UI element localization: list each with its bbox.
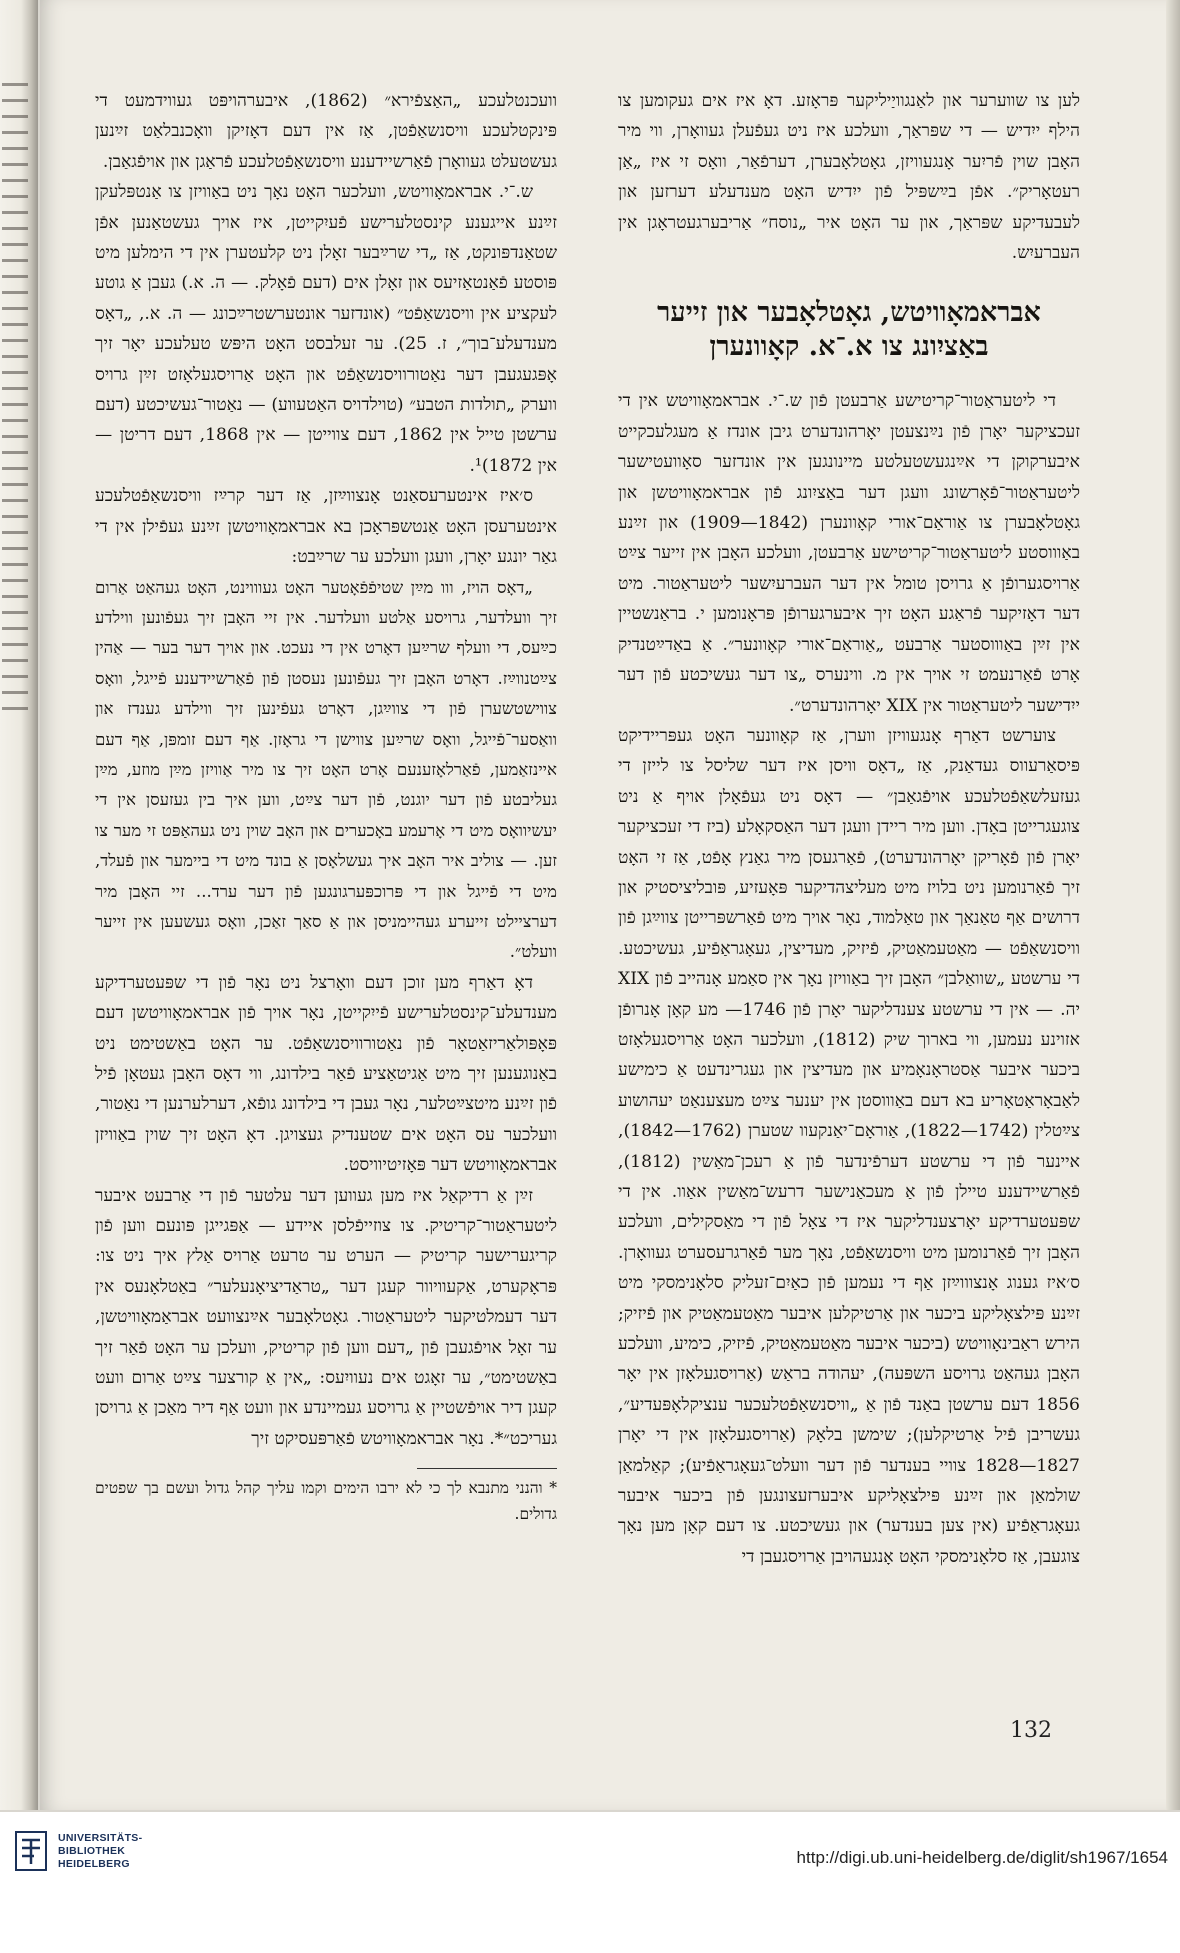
- block-quote: „דאָס הויז, ווו מײַן שטיפֿפֿאָטער האָט געוווינט, האָט געהאַט אַרום זיך וועלדער, גרויסע אַלטע וועלדער. אין זיי האָבן זיך געפֿונען ווילדע כײַעס, די וועלף שרײַען דאָרט אין די נעכט. און אויך דער בער — אַהין צײַטנווײַז. דאָרט האָבן זיך געפֿונען נעסטן פֿון פֿאַרשיידענע פֿייגל, וואָס צווישטשערן פֿון די צווײַגן, דאָרט געפֿינען זיך ווילדע גענדז און וואַסער־פֿייגל, וואָס שרײַען צווישן די גראָזן. אַף דעם זומפּן, אַף דעם איינזאַמען, פֿאַרלאָזענעם אָרט האָט זיך צו מיר אַוויזן מײַן מוזע, מײַן געליבטע פֿון דער יוגנט, פֿון דער צײַט, ווען איך בין געזעסן אין די יעשיוואָס מיט די אָרעמע באָכערים און האָב שוין ניט געהאַפּט זי מער צו זען. — צוליב איר האָב איך געשלאָסן אַ בונד מיט די ביימער און פֿעלד, מיט די פֿייגל און די פּרוכפּערגונגען פֿון דער ערד... זיי האָבן מיר דערציילט זייערע געהיימניסן און אַ סאַך זאַכן, וואָס געשעען אין זייער וועלט״.: [95, 577, 557, 962]
- library-line: HEIDELBERG: [58, 1858, 130, 1870]
- paragraph: וועכנטלעכע „האַצפֿירא״ (1862), איבערהויפּט געווידמעט די פּינקטלעכע וויסנשאַפֿטן, אַז אין דעם דאָזיקן וואָכנבלאַט זײַנען געשטעלט געוואָרן פֿאַרשיידענע וויסנשאַפֿטלעכע פֿראַגן און אויפֿגאַבן.: [95, 91, 557, 172]
- facing-page-text-fragment: [2, 70, 28, 723]
- footnote: * והנני מתנבא לך כי לא ירבו הימים וקמו עליך קהל גדול ועשם בך שפטים גדולים.: [95, 1479, 557, 1524]
- paragraph: דאָ דאַרף מען זוכן דעם וואָרצל ניט נאָר פֿון די שפּעטערדיקע מענדעלע־קינסטלערישע פֿייִקייטן, נאָר אויך פֿון אבראמאָוויטשן דעם פּאָפּולאַריזאַטאָר פֿון נאַטורוויסנשאַפֿט. ער האָט באַשטימט ניט באַנוגענען זיך מיט אַגיטאַציע פֿאַר בילדונג, ווי דאָס האָבן געטאָן פֿיל פֿון זײַנע מיטצײַטלער, נאָר געבן די בילדונג גופֿא, דערלערנען די נאַטור, וועלכער עס האָט אים שטענדיק געצויגן. דאָ האָט זיך שוין באַוויזן אבראמאָוויטש דער פּאָזיטיוויסט.: [95, 972, 557, 1176]
- paragraph: ס׳איז אינטערעסאַנט אָנצווײַזן, אַז דער קרײַז וויסנשאַפֿטלעכע אינטערעסן האָט אַנטשפּראָכן בא אבראמאָוויטשן זײַנע געפֿילן אין די גאַר יונגע יאָרן, וועגן וועלכע ער שרײַבט:: [95, 486, 557, 568]
- library-name: [58, 1832, 142, 1871]
- paragraph: ש.־י. אבראמאָוויטש, וועלכער האָט נאָך ניט באַוויזן צו אַנטפּלעקן זײַנע אייגענע קינסטלערישע פֿעיִקייטן, איז אויך געשטאַנען אפֿן שטאַנדפּונקט, אַז „די שרײַבער זאָלן ניט קלעטערן אין די הימלען מיט פּוסטע פֿאַנטאַזיעס און זאָלן אים (דעם פֿאָלק. — ה. א.) געבן אַ גוטע לעקציע אין וויסנשאַפֿט״ (אונדזער אונטערשטרײַכונג — ה. א., „דאָס מענדעלע־בוך״, ז. 25). ער זעלבסט האָט היפּש טעלעכע יאָר זיך אָפּגעגעבן דער נאַטורוויסנשאַפֿט און האָט אַרויסגעלאָזט זײַן גרויס ווערק „תולדות הטבע״ (טוילדויס האַטעווע) — נאַטור־געשיכטע (דעם ערשטן טייל אין 1862, דעם צווייטן — אין 1868, דעם דריטן — אין 1872)¹.: [95, 182, 557, 476]
- book-page: [40, 0, 1180, 1810]
- text-columns: [95, 86, 1080, 1706]
- paragraph: די ליטעראַטור־קריטישע אַרבעטן פֿון ש.־י. אבראמאָוויטש אין די זעכציקער יאָרן פֿון נײַנצעטן יאָרהונדערט גיבן אונדז אַ מעגלעכקייט איבערקוקן די אײַנגעשטעלטע מיינונגען אין אונדזער סאָוועטישער ליטעראַטור־פֿאָרשונג וועגן דער באַציִונג פֿון אבראמאָוויטשן און גאָטלאָבערן צו אַוראַם־אורי קאָוונערן (1842—1909) און זײַנע באַוווסטע ליטעראַטור־קריטישע אַרבעטן, וועלכע האָבן אין זייער צײַט אַרויסגערופֿן אַ גרויסן טומל אין דער העברעיִשער ליטעראַטור. מיט דער דאָזיקער פֿראַגע האָט זיך איבערגערופֿן פּראָנומען י. בראַנשטיין אין זײַן באַוווסטער אַרבעט „אַוראַם־אורי קאָוונער״. אַ באַדײַטנדיק אָרט פֿאַרנעמט זי אויך אין מ. ווינערס „צו דער געשיכטע פֿון דער ייִדישער ליטעראַטור אין XIX יאָרהונדערט״.: [618, 391, 1080, 716]
- article-heading: אבראמאָוויטש, גאָטלאָבער און זייער באַציִונג צו א.־א. קאָוונערן: [657, 297, 1041, 363]
- paragraph: צוערשט דאַרף אָנגעוויזן ווערן, אַז קאָוונער האָט געפּריידיקט פּיסאַרעווס געדאַנק, אַז „דאָס וויסן איז דער שליסל צו לייזן די געזעלשאַפֿטלעכע אויפֿגאַבן״ — דאָס ניט געפֿאָלן אויף אַ ניט צוגעגרייטן באָדן. ווען מיר ריידן וועגן דער האַסקאָלע (ביז די זעכציקער יאָרן פֿון פֿאָריקן יאָרהונדערט), פֿאַרגעסן מיר גאַנץ אָפֿט, אַז זי האָט זיך פֿאַרנומען ניט בלויז מיט מעליצהדיקער פּאָעזיע, פּובליציסטיק און דרושים אַף טאַנאַך און טאַלמוד, נאָר אויך מיט פֿאַרשפּרייטן צווײַגן פֿון וויסנשאַפֿט — מאַטעמאַטיק, פֿיזיק, מעדיצין, געאָגראַפֿיע, געשיכטע. די ערשטע „שוואַלבן״ האָבן זיך באַוויזן נאָך אין סאַמע אָנהייב פֿון XIX יה. — אין די ערשטע צענדליקער יאָרן פֿון 1746— מע קאָן אָנרופֿן אזוינע נעמען, ווי בארוך שיק (1812), וועלכער האָט אַרויסגעלאָזט ביכער איבער אַסטראָנאָמיע און מעדיצין און געגרינדעט אַ כימישע לאַבאָראַטאָריע בא דעם באַוווסטן אין יענער צײַט מעצענאַט יעהושוע צײַטלין (1742—1822), אַוראָם־יאַנקעוו שטערן (1762—1842), איינער פֿון די ערשטע דערפֿינדער פֿון אַ רעכן־מאַשין (1812), פֿאַרשיידענע טיילן פֿון אַ מעכאַנישער דרעש־מאַשין אאַוו. אין די שפּעטערדיקע יאָרצענדליקער איז די צאָל פֿון די מאַסקילים, וועלכע האָבן זיך פֿאַרנומען מיט וויסנשאַפֿט, נאָך מער פֿאַרגרעסערט געוואָרן. ס׳איז גענוג אָנצוווײַזן אַף די נעמען פֿון כאַיִם־זעליק סלאָנימסקי מיט זײַנע פּילצאָליקע ביכער און אַרטיקלען איבער מאַטעמאַטיק און פֿיזיק; הירש ראַבינאָוויטש (ביכער איבער מאַטעמאַטיק, פֿיזיק, כימיע, וועלכע האָבן געהאַט גרויסע השפּעה), יעהודה בראַש (אַרויסגעלאָזן אין יאָר 1856 דעם ערשטן באַנד פֿון אַ „וויסנשאַפֿטלעכער ענציקלאָפּעדיע״, געשריבן פֿיל אַרטיקלען); שימשן בלאָק (אַרויסגעלאָזן אין די יאָרן 1827—1828 צוויי בענדער פֿון דער וועלט־געאָגראַפֿיע); קאַלמאַן שולמאַן און זײַנע פּילצאָליקע איבערזעצונגען פֿון ביכער איבער געאָגראַפֿיע (אין צען בענדער) און געשיכטע. צו דעם קאָן מען נאָך צוגעבן, אַז סלאָנימסקי האָט אָנגעהויבן אַרויסגעבן די: [618, 725, 1080, 1567]
- viewer-footer: [0, 1812, 1180, 1953]
- paragraph: זײַן אַ רדיקאַל איז מען געווען דער עלטער פֿון די אַרבעט איבער ליטעראַטור־קריטיק. צו צוזייפֿלסן איידע — אַפּגייגן פּונעם ווען פֿון קריגערישער קריטיק — הערט ער טרעט אַרויס אַלץ איך ניט צו: פּראָקערט, אַקעוויוור קעגן דער „טראַדיציאָנעלער״ באַטלאָנעס אין דער דעמלטיקער ליטעראַטור. גאָטלאָבער אײַנצוועט אבראַמאָוויטשן, ער זאָל אויפֿגעבן פֿון „דעם ווען פֿון קריטיק, וועלכן ער האָט פֿאַר זיך באַשטימט״, ער זאָגט אים נעוויִעס: „אין אַ קורצער צײַט אַרום וועט קעגן דיר אויפֿשטיין אַ גרויסע געמיינדע און וועט אַף דיר מאַכן אַ גרויסן געריכט״*. נאָר אבראמאָוויטש פֿאַרפּעסיקט זיך: [95, 1185, 557, 1449]
- left-column: [95, 86, 557, 1706]
- intro-paragraph: לען צו שווערער און לאַנגוויַיליקער פּראָזע. דאָ איז אים געקומען צו הילף ייִדיש — די שפּראַך, וועלכע איז ניט געפֿעלן געוואָרן, ווי מיר האָבן שוין פֿריִער אָנגעוויזן, גאָטלאָבערן, דערפֿאַר, וואָס זי איז „אַן רעטאָריק״. אפֿן בײַשפּיל פֿון ייִדיש האָט מענדעלע דערזען און לעבעדיקע שפּראַך, און ער האָט איר „נוסח״ אַריבערגעטראָגן אין העברעיִש.: [618, 91, 1080, 264]
- book-binding-edge: [0, 0, 38, 1810]
- footnote-divider: [417, 1468, 557, 1469]
- right-column: [618, 86, 1080, 1706]
- library-logo-icon: [14, 1830, 48, 1872]
- source-url[interactable]: http://digi.ub.uni-heidelberg.de/diglit/sh1967/1654: [796, 1848, 1168, 1867]
- library-line: UNIVERSITÄTS-: [58, 1832, 143, 1844]
- library-line: BIBLIOTHEK: [58, 1845, 126, 1857]
- page-edge: [1166, 0, 1180, 1810]
- page-number: 132: [1010, 1718, 1052, 1743]
